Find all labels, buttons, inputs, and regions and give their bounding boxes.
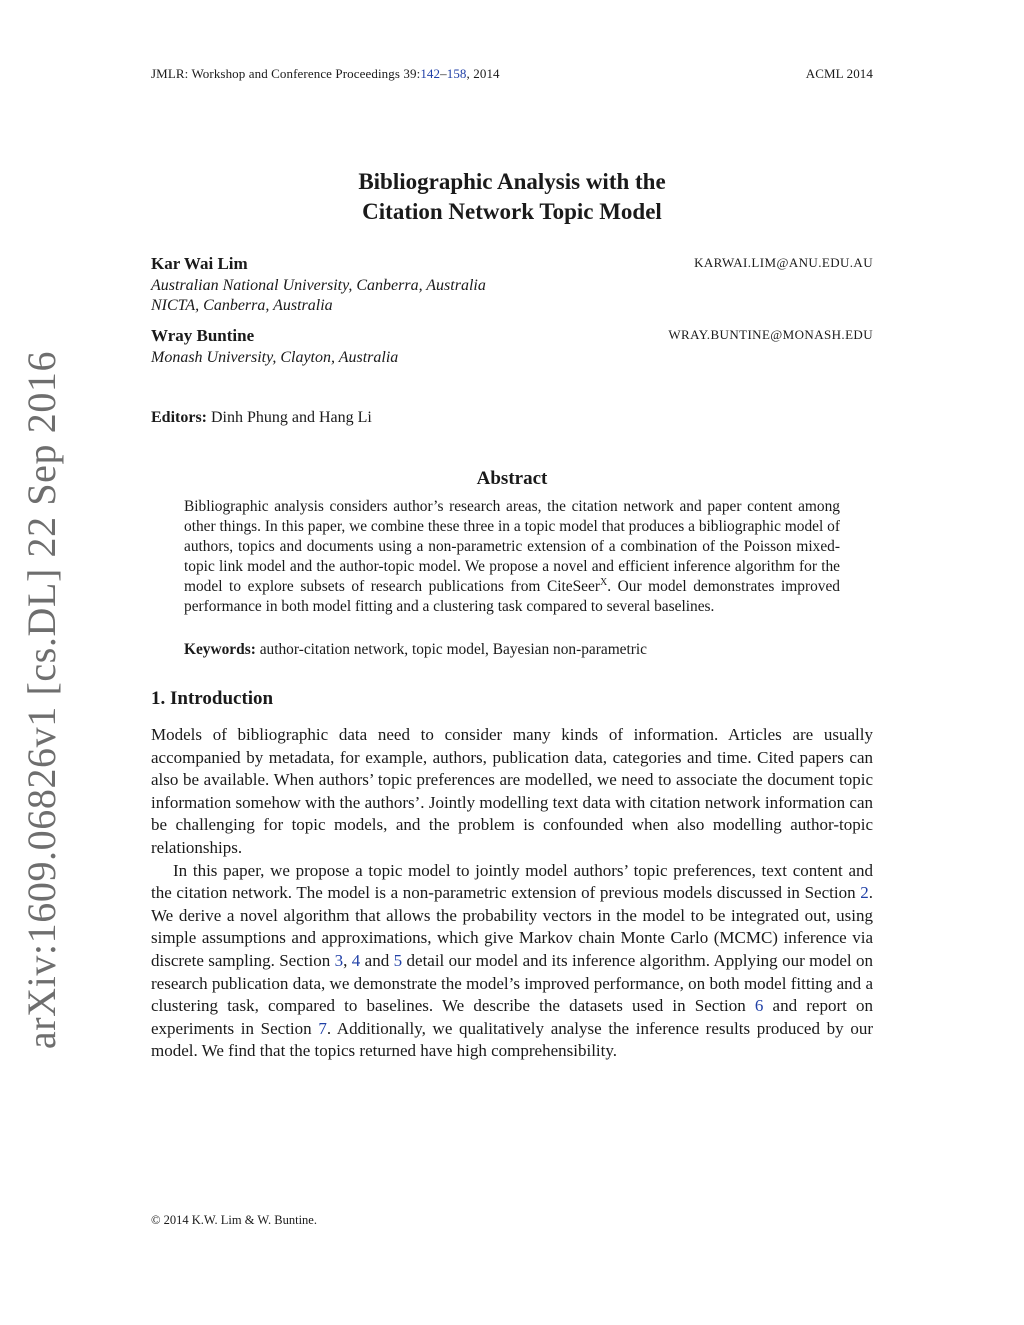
editors-line (151, 409, 372, 427)
abstract-text: Bibliographic analysis considers author’s research areas, the citation network and paper content among other things. In this paper, we combine these three in a topic model that produces a bibliographic model of authors, topics and documents using a non-parametric extension of a combination of the Poisson mixed-topic link model and the author-topic model. We propose a novel and efficient inference algorithm for the model to explore subsets of research publications from CiteSeer (184, 498, 840, 595)
editors-label: Editors: (151, 409, 207, 426)
author-name: Wray Buntine (151, 326, 255, 345)
section-ref-5[interactable]: 5 (393, 950, 403, 970)
keywords-line (184, 640, 840, 660)
paragraph-text: detail our model and its inference algorithm. Applying our model on research publication data, we demonstrate the model’s improved performance, on both model fitting and a clustering task, compared to baselines. We describe the datasets used in Section (151, 950, 874, 1016)
author-block-2 (151, 326, 873, 368)
paper-title (151, 167, 873, 227)
citeseer-superscript: X (599, 577, 608, 588)
author-block-1 (151, 254, 873, 316)
paragraph-text: and (360, 950, 394, 970)
section-ref-6[interactable]: 6 (754, 996, 764, 1016)
title-line-1: Bibliographic Analysis with the (358, 169, 666, 194)
page-range-separator: – (440, 66, 447, 81)
author-email[interactable]: KARWAI.LIM@ANU.EDU.AU (694, 255, 873, 270)
page-end-link[interactable]: 158 (446, 66, 467, 81)
abstract-heading: Abstract (476, 468, 548, 489)
author-affiliation: Australian National University, Canberra, Australia (151, 277, 486, 294)
author-affiliation: NICTA, Canberra, Australia (151, 297, 333, 314)
paragraph-text: . We derive a novel algorithm that allows the probability vectors in the model to be integrated out, using simple assumptions and approximations, which give Markov chain Monte Carlo (MCMC) inference via discrete sampling. Section (151, 883, 873, 970)
author-email[interactable]: WRAY.BUNTINE@MONASH.EDU (668, 327, 873, 342)
intro-body (151, 724, 873, 1063)
keywords-label: Keywords: (184, 641, 256, 658)
paragraph-text: , (343, 950, 352, 970)
intro-paragraph-2 (151, 860, 873, 1063)
section-ref-2[interactable]: 2 (860, 883, 869, 903)
title-line-2: Citation Network Topic Model (362, 199, 662, 224)
paragraph-text: . Additionally, we qualitatively analyse the inference results produced by our model. We find that the topics returned have high comprehensibility. (151, 1018, 873, 1061)
abstract-text-end: . Our model demonstrates improved performance in both model fitting and a clustering task compared to several baselines. (184, 578, 840, 615)
section-ref-3[interactable]: 3 (334, 950, 344, 970)
page-start-link[interactable]: 142 (420, 66, 441, 81)
author-name: Kar Wai Lim (151, 254, 248, 273)
intro-paragraph-1: Models of bibliographic data need to consider many kinds of information. Articles are usually accompanied by metadata, for example, authors, publication data, categories and time. Cited papers can also be available. When authors’ topic preferences are modelled, we need to associate the document topic information somehow with the authors’. Jointly modelling text data with citation network information can be challenging for topic models, and the problem is confounded when also modelling author-topic relationships. (151, 725, 873, 857)
keywords-list: author-citation network, topic model, Bayesian non-parametric (259, 641, 648, 658)
arxiv-stamp: arXiv:1609.06826v1 [cs.DL] 22 Sep 2016 (19, 350, 64, 1050)
venue-year: , 2014 (466, 66, 500, 81)
section-ref-4[interactable]: 4 (351, 950, 361, 970)
paragraph-text: and report on experiments in Section (151, 996, 873, 1038)
venue-prefix: JMLR: Workshop and Conference Proceedings 39: (151, 66, 421, 81)
copyright-footer: © 2014 K.W. Lim & W. Buntine. (151, 1213, 317, 1227)
section-ref-7[interactable]: 7 (318, 1018, 327, 1038)
paragraph-text: In this paper, we propose a topic model to jointly model authors’ topic preferences, text content and the citation network. The model is a non-parametric extension of previous models discussed in Section (151, 860, 873, 903)
running-header-conference: ACML 2014 (805, 66, 873, 81)
section-heading-introduction: 1. Introduction (151, 688, 274, 709)
abstract-body (184, 497, 840, 617)
editors-names: Dinh Phung and Hang Li (211, 409, 372, 426)
author-affiliation: Monash University, Clayton, Australia (151, 349, 399, 366)
running-header-venue (151, 66, 500, 82)
